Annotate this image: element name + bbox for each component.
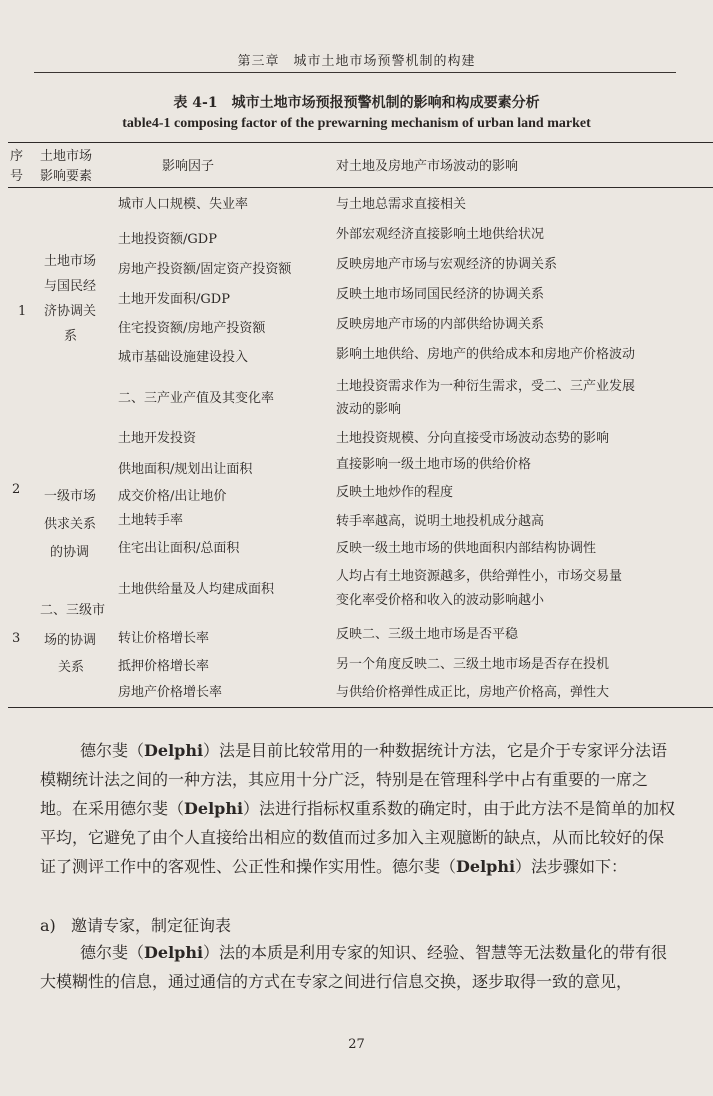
group-number: 2 (12, 482, 21, 497)
group-element-line: 场的协调 (44, 633, 97, 648)
table-cell-factor: 土地供给量及人均建成面积 (118, 582, 275, 597)
table-cell-factor: 房地产投资额/固定资产投资额 (118, 262, 292, 277)
group-element-line: 济协调关 (44, 304, 97, 319)
header-seq-top: 序 (10, 149, 24, 164)
running-head: 第三章 城市土地市场预警机制的构建 (237, 54, 476, 69)
table-cell-factor: 住宅投资额/房地产投资额 (118, 321, 266, 336)
table-cell-factor: 房地产价格增长率 (118, 685, 223, 700)
list-item-a: a) 邀请专家，制定征询表 (40, 916, 232, 935)
table-cell-impact: 反映二、三级土地市场是否平稳 (336, 627, 519, 642)
header-impact: 对土地及房地产市场波动的影响 (336, 159, 519, 174)
group-element-line: 一级市场 (44, 489, 97, 504)
table-cell-impact: 反映房地产市场与宏观经济的协调关系 (336, 257, 558, 272)
table-cell-impact: 波动的影响 (336, 402, 402, 417)
group-number: 3 (12, 631, 21, 646)
table-cell-impact: 影响土地供给、房地产的供给成本和房地产价格波动 (336, 347, 636, 362)
group-element-line: 土地市场 (44, 254, 97, 269)
table-cell-factor: 住宅出让面积/总面积 (118, 541, 240, 556)
table-cell-factor: 二、三产业产值及其变化率 (118, 391, 275, 406)
table-cell-impact: 另一个角度反映二、三级土地市场是否存在投机 (336, 657, 610, 672)
table-cell-factor: 土地开发面积/GDP (118, 292, 230, 307)
group-element-line: 系 (64, 329, 78, 344)
table-cell-impact: 人均占有土地资源越多，供给弹性小，市场交易量 (336, 569, 623, 584)
table-caption-en: table4-1 composing factor of the prewarning mechanism of urban land market (122, 116, 591, 131)
group-element-line: 供求关系 (44, 517, 97, 532)
table-cell-factor: 城市人口规模、失业率 (118, 197, 249, 212)
table-bottom-rule (8, 707, 713, 708)
table-cell-impact: 土地投资需求作为一种衍生需求，受二、三产业发展 (336, 379, 636, 394)
page-number: 27 (348, 1037, 365, 1052)
group-element-line: 二、三级市 (40, 603, 106, 618)
table-cell-impact: 土地投资规模、分向直接受市场波动态势的影响 (336, 431, 610, 446)
table-caption-zh: 表 4-1 城市土地市场预报预警机制的影响和构成要素分析 (173, 95, 540, 111)
header-factor: 影响因子 (162, 159, 215, 174)
table-cell-factor: 转让价格增长率 (118, 631, 210, 646)
table-cell-impact: 反映房地产市场的内部供给协调关系 (336, 317, 545, 332)
header-rule (34, 72, 676, 73)
table-cell-factor: 土地转手率 (118, 513, 184, 528)
table-cell-impact: 转手率越高，说明土地投机成分越高 (336, 514, 545, 529)
table-cell-impact: 反映一级土地市场的供地面积内部结构协调性 (336, 541, 597, 556)
group-number: 1 (18, 304, 27, 319)
table-cell-factor: 土地投资额/GDP (118, 232, 217, 247)
table-cell-impact: 与供给价格弹性成正比，房地产价格高，弹性大 (336, 685, 610, 700)
body-paragraph: 德尔斐（Delphi）法的本质是利用专家的知识、经验、智慧等无法数量化的带有很大模糊性的信息，通过通信的方式在专家之间进行信息交换，逐步取得一致的意见， (40, 943, 668, 991)
table-cell-factor: 抵押价格增长率 (118, 659, 210, 674)
table-cell-impact: 直接影响一级土地市场的供给价格 (336, 457, 532, 472)
group-element-line: 关系 (58, 660, 85, 675)
header-element-top: 土地市场 (40, 149, 93, 164)
table-cell-impact: 变化率受价格和收入的波动影响越小 (336, 593, 545, 608)
table-cell-impact: 反映土地炒作的程度 (336, 485, 454, 500)
table-cell-factor: 供地面积/规划出让面积 (118, 462, 253, 477)
group-element-line: 与国民经 (44, 279, 97, 294)
group-element-line: 的协调 (50, 545, 90, 560)
body-paragraph: 德尔斐（Delphi）法是目前比较常用的一种数据统计方法，它是介于专家评分法语模糊统计法之间的一种方法，其应用十分广泛，特别是在管理科学中占有重要的一席之地。在采用德尔斐（Delphi）法进行指标权重系数的确定时，由于此方法不是简单的加权平均，它避免了由个人直接给出相应的数值而过多加入主观臆断的缺点，从而比较好的保证了测评工作中的客观性、公正性和操作实用性。德尔斐（Delphi）法步骤如下： (40, 741, 676, 876)
table-header-rule (8, 187, 713, 188)
table-cell-impact: 反映土地市场同国民经济的协调关系 (336, 287, 545, 302)
table-cell-impact: 与土地总需求直接相关 (336, 197, 467, 212)
header-seq-bottom: 号 (10, 169, 24, 184)
table-cell-factor: 土地开发投资 (118, 431, 197, 446)
table-cell-factor: 城市基础设施建设投入 (118, 350, 249, 365)
table-cell-factor: 成交价格/出让地价 (118, 489, 227, 504)
header-element-bottom: 影响要素 (40, 169, 93, 184)
table-cell-impact: 外部宏观经济直接影响土地供给状况 (336, 227, 545, 242)
table-top-rule (8, 142, 713, 143)
